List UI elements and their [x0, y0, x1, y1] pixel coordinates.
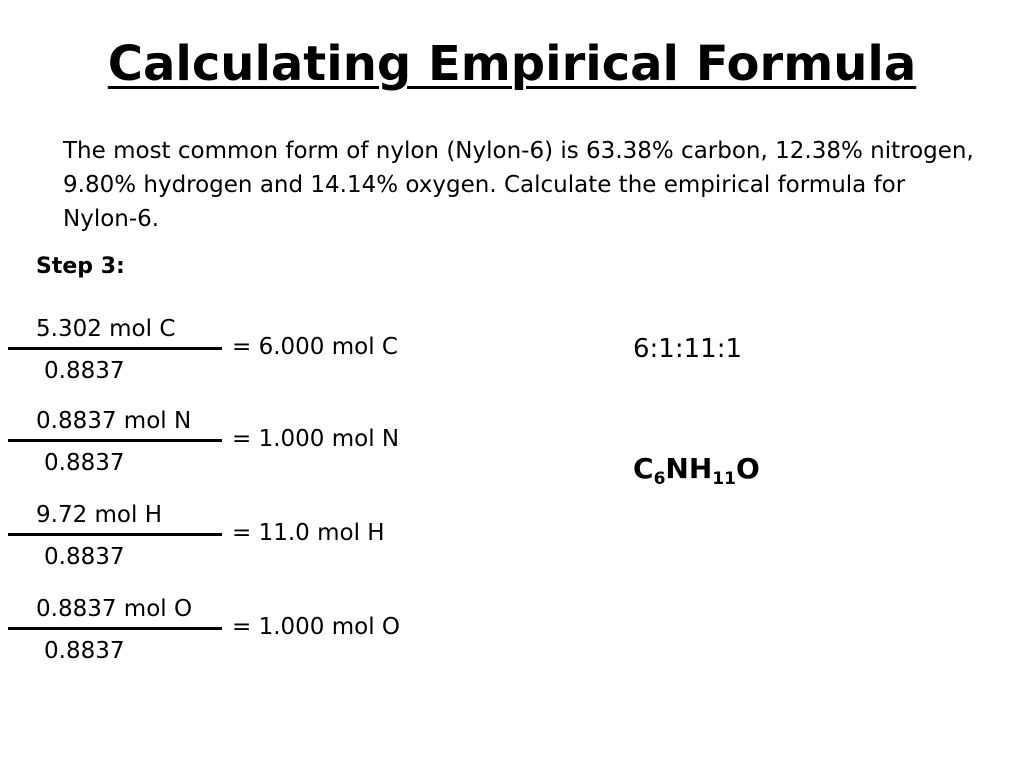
step-label: Step 3:	[36, 254, 125, 279]
result: = 6.000 mol C	[232, 334, 398, 360]
calculation-hydrogen	[0, 500, 440, 580]
numerator: 0.8837 mol O	[36, 596, 193, 622]
formula-carbon: C	[633, 452, 654, 485]
result: = 1.000 mol O	[232, 614, 401, 640]
problem-statement: The most common form of nylon (Nylon-6) is 63.38% carbon, 12.38% nitrogen, 9.80% hydrogen and 14.14% oxygen. Calculate the empirical formula for Nylon-6.	[63, 138, 974, 232]
result: = 11.0 mol H	[232, 520, 385, 546]
denominator: 0.8837	[44, 638, 125, 664]
formula-carbon-subscript: 6	[653, 469, 666, 489]
fraction-bar	[8, 439, 222, 442]
fraction-bar	[8, 533, 222, 536]
formula-hydrogen-subscript: 11	[712, 469, 736, 489]
denominator: 0.8837	[44, 544, 125, 570]
numerator: 0.8837 mol N	[36, 408, 192, 434]
formula-oxygen: O	[735, 452, 760, 485]
numerator: 9.72 mol H	[36, 502, 162, 528]
fraction-bar	[8, 627, 222, 630]
denominator: 0.8837	[44, 450, 125, 476]
fraction-bar	[8, 347, 222, 350]
calculation-carbon	[0, 314, 440, 394]
calculation-nitrogen	[0, 406, 440, 486]
slide-title-text: Calculating Empirical Formula	[107, 36, 917, 92]
result: = 1.000 mol N	[232, 426, 400, 452]
slide-title	[0, 32, 1024, 96]
mole-ratio: 6:1:11:1	[633, 334, 742, 364]
calculation-oxygen	[0, 594, 440, 674]
numerator: 5.302 mol C	[36, 316, 176, 342]
denominator: 0.8837	[44, 358, 125, 384]
formula-nitrogen-hydrogen: NH	[665, 452, 713, 485]
empirical-formula	[633, 452, 760, 489]
